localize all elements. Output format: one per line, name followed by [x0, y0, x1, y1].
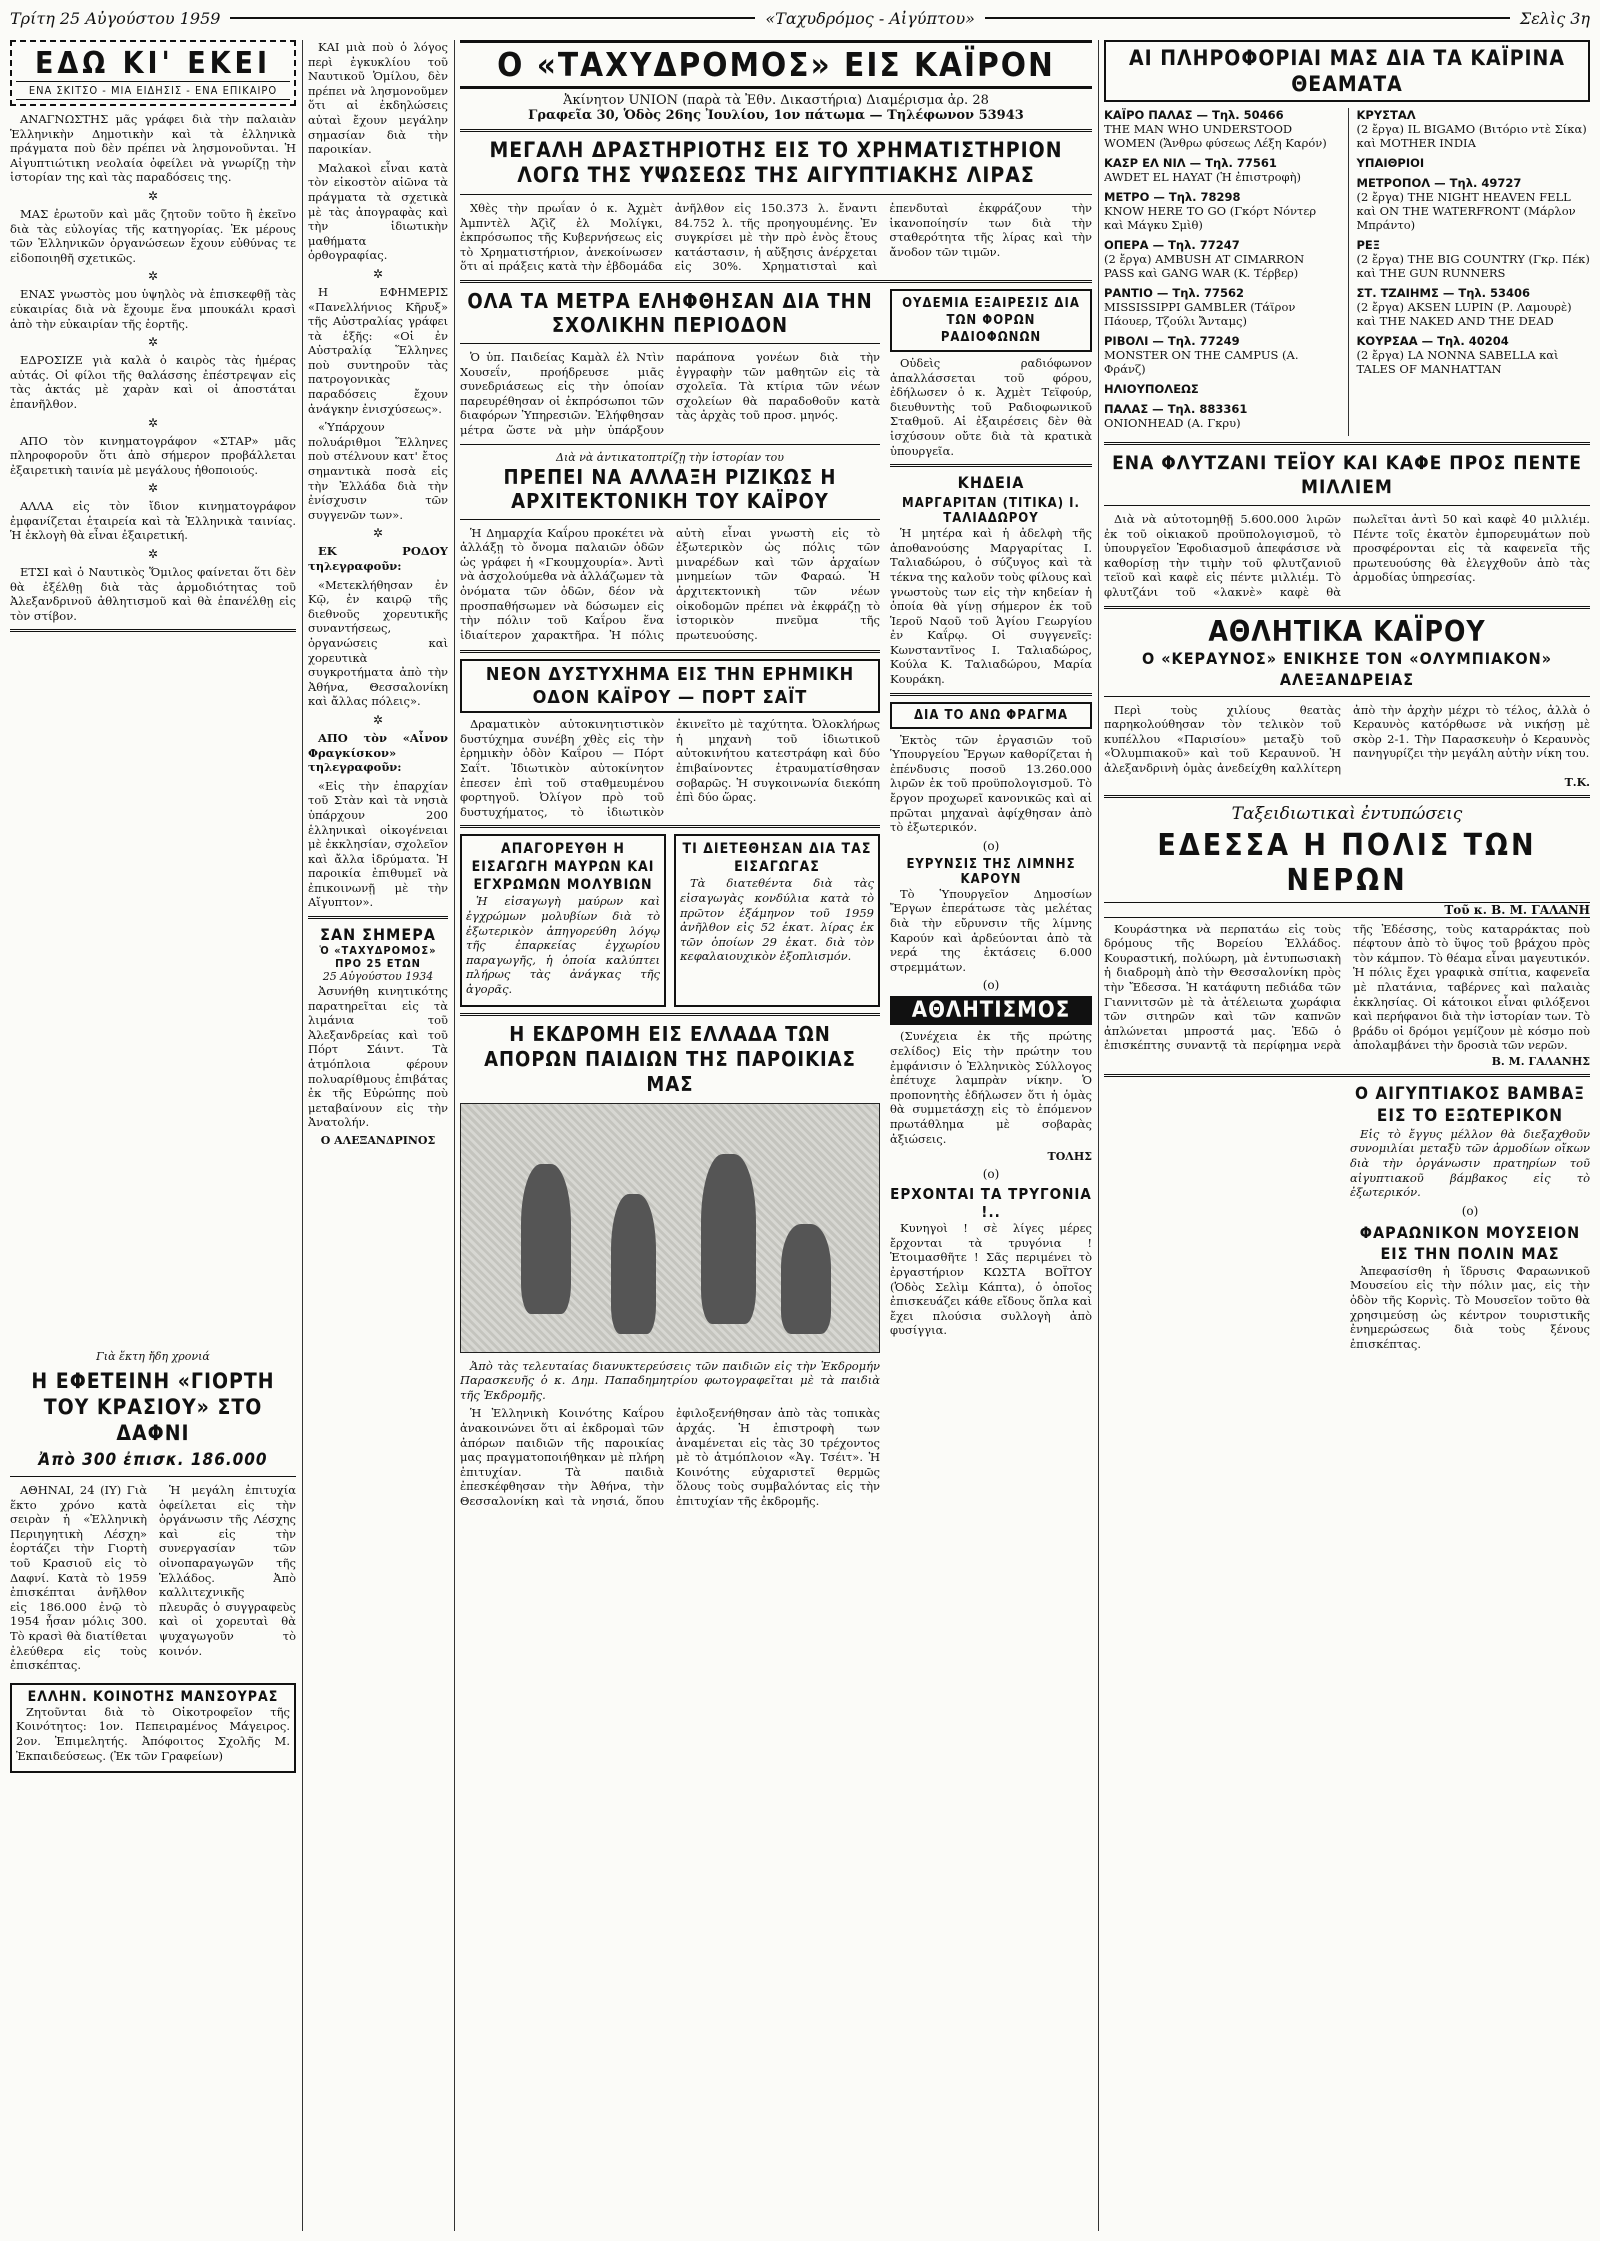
section-title: ΕΔΩ ΚΙ' ΕΚΕΙ: [34, 46, 272, 81]
article-text: Ἐκτὸς τῶν ἐργασιῶν τοῦ Ὑπουργείου Ἔργων καθορίζεται ἡ ἐπένδυσις ποσοῦ 13.260.000 λιρῶν ἐκ τοῦ προϋπολογισμοῦ. Τὸ ἔργον προχωρεῖ κανονικῶς καὶ αἱ πρῶται μηχαναὶ ἀφίχθησαν ἀπὸ τὸ ἐξωτερικόν.: [890, 732, 1092, 835]
article-headline: Η ΕΦΕΤΕΙΝΗ «ΓΙΟΡΤΗ ΤΟΥ ΚΡΑΣΙΟΥ» ΣΤΟ ΔΑΦΝΙ: [31, 1369, 275, 1445]
article-headline: ΕΔΕΣΣΑ Η ΠΟΛΙΣ ΤΩΝ ΝΕΡΩΝ: [1157, 827, 1537, 898]
rule: [1104, 696, 1590, 697]
article-headline: ΟΥΔΕΜΙΑ ΕΞΑΙΡΕΣΙΣ ΔΙΑ ΤΩΝ ΦΟΡΩΝ ΡΑΔΙΟΦΩΝΩΝ: [890, 289, 1092, 352]
section-title: ΑΙ ΠΛΗΡΟΦΟΡΙΑΙ ΜΑΣ ΔΙΑ ΤΑ ΚΑΪΡΙΝΑ ΘΕΑΜΑΤΑ: [1104, 40, 1590, 102]
article-headline: ΦΑΡΑΩΝΙΚΟΝ ΜΟΥΣΕΙΟΝ ΕΙΣ ΤΗΝ ΠΟΛΙΝ ΜΑΣ: [1359, 1222, 1581, 1263]
rule: [460, 650, 880, 653]
byline: Β. Μ. ΓΑΛΑΝΗΣ: [1491, 1054, 1590, 1068]
divider-star: ✲: [147, 415, 159, 430]
cinema-film: ONIONHEAD (Α. Γκρυ): [1104, 416, 1241, 430]
brief-paragraph: ΚΑΙ μιὰ ποὺ ὁ λόγος περὶ ἐγκυκλίου τοῦ Ναυτικοῦ Ὁμίλου, δὲν πρέπει νὰ λησμονοῦμεν ὅτι αἱ ἐκδηλώσεις αὐταὶ ἔχουν μεγάλην σημασίαν διὰ τὴν παροικίαν.: [308, 40, 448, 157]
article-text: Τὰ διατεθέντα διὰ τὰς εἰσαγωγὰς κονδύλια κατὰ τὸ πρῶτον ἑξάμηνον τοῦ 1959 ἀνῆλθον εἰς 52 ἑκατ. λίρας ἐκ τῶν ὁποίων 29 ἑκατ. διὰ τὸν κεφαλαιουχικὸν ἐξοπλισμόν.: [680, 876, 874, 964]
photo-children: [460, 1103, 880, 1353]
article-text: Δραματικὸν αὐτοκινητιστικὸν δυστύχημα συνέβη χθὲς εἰς τὴν ἐρημικὴν ὁδὸν Καΐρου — Πόρτ Σαΐτ. Ἰδιωτικὸν αὐτοκίνητον ἐπεσεν ἐπὶ τοῦ σταθμευμένου φορτηγοῦ. Ὀλίγον πρὸ τοῦ δυστυχήματος, τὸ ἰδιωτικὸν ἐκινεῖτο μὲ ταχύτητα. Ὀλοκλήρως ἡ μηχανὴ τοῦ ἰδιωτικοῦ αὐτοκινήτου κατεστράφη καὶ δύο ἐπιβαίνοντες ἐτραυματίσθησαν σοβαρῶς. Ἡ συγκοινωνία διεκόπη ἐπὶ δύο ὥρας.: [460, 717, 880, 819]
divider: (ο): [982, 1167, 1000, 1182]
article-headline: ΤΙ ΔΙΕΤΕΘΗΣΑΝ ΔΙΑ ΤΑΣ ΕΙΣΑΓΩΓΑΣ: [682, 841, 872, 876]
article-text: Οὐδεὶς ραδιόφωνον ἀπαλλάσσεται τοῦ φόρου, ἐδήλωσεν ὁ κ. Ἀχμὲτ Τεϊφούρ, διευθυντὴς τοῦ Ραδιοφωνικοῦ Σταθμοῦ. Αἱ ἐξαιρέσεις δὲν θὰ ἰσχύσουν οὔτε διὰ τὰ κρατικὰ ὑπουργεῖα.: [890, 355, 1092, 458]
divider-star: ✲: [372, 712, 384, 727]
rule: [10, 1476, 296, 1477]
brief-title: ΑΠΟ τὸν «Αἶνον Φραγκίσκον» τηλεγραφοῦν:: [308, 730, 448, 775]
cinema-name: ΥΠΑΙΘΡΙΟΙ: [1356, 156, 1425, 170]
cinema-film: MONSTER ON THE CAMPUS (Α. Φράνζ): [1104, 348, 1299, 376]
article-wine-festival: [10, 1350, 296, 1773]
article-headline: Ο «ΚΕΡΑΥΝΟΣ» ΕΝΙΚΗΣΕ ΤΟΝ «ΟΛΥΜΠΙΑΚΟΝ» ΑΛΕΞΑΝΔΡΕΙΑΣ: [1142, 648, 1552, 689]
article-text: Ὁ ὑπ. Παιδείας Καμὰλ ἐλ Ντὶν Χουσεΐν, προήδρευσε μιᾶς συνεδριάσεως εἰς τὴν ὁποίαν παρευρέθησαν οἱ ἐκπρόσωποι τῶν διαφόρων Ὑπηρεσιῶν. Ἐλήφθησαν μέτρα ὥστε νὰ μὴν ὑπάρξουν παράπονα γονέων διὰ τὴν ἐγγραφὴν τῶν μαθητῶν εἰς τὰ σχολεῖα. Τὰ κτίρια τῶν νέων σχολείων θὰ παραδοθοῦν κατὰ τὰς ἀρχὰς τοῦ προσ. μηνός.: [460, 349, 880, 437]
address-line: Γραφεῖα 30, Ὁδὸς 26ης Ἰουλίου, 1ον πάτωμα — Τηλέφωνον 53943: [528, 108, 1024, 123]
article-text: Χθὲς τὴν πρωΐαν ὁ κ. Ἀχμὲτ Ἀμπντὲλ Ἀζὶζ ἐλ Μολίγκι, ἐκπρόσωπος τῆς Κυβερνήσεως εἰς τὸ Χρηματιστήριον, ἀνεκοίνωσεν ὅτι αἱ πράξεις κατὰ τὴν ἑβδομάδα ἀνῆλθον εἰς 150.373 λ. ἔναντι 84.752 λ. τῆς προηγουμένης. Ἐν συγκρίσει μὲ τὴν πρὸ ἑνὸς ἔτους κατάστασιν, ἡ αὔξησις ἀνέρχεται εἰς 30%. Χρηματισταὶ καὶ ἐπενδυταὶ ἐκφράζουν τὴν ἱκανοποίησίν των διὰ τὴν σταθερότητα τῆς λίρας καὶ τὴν ἄνοδον τῶν τιμῶν.: [460, 201, 1092, 274]
brief-paragraph: Η ΕΦΗΜΕΡΙΣ «Πανελλήνιος Κῆρυξ» τῆς Αὐστραλίας γράφει τὰ ἑξῆς: «Οἱ ἐν Αὐστραλίᾳ Ἕλληνες ποὺ συντηροῦν τὰς πατρογονικὰς παραδόσεις ἔχουν ἀνάγκην ἐνισχύσεως».: [308, 284, 448, 416]
brief-paragraph: Μαλακοὶ εἶναι κατὰ τὸν εἰκοστὸν αἰῶνα τὰ πράγματα τὰ σχετικὰ μὲ τὰς ἀπογραφὰς καὶ τὴν ἰδιωτικὴν μαθήματα ὀρθογραφίας.: [308, 160, 448, 263]
brief-paragraph: ΕΝΑΣ γνωστὸς μου ὑψηλὸς νὰ ἐπισκεφθῇ τὰς εὐκαιρίας διὰ νὰ ἔχουμε ἕνα μπουκάλι κρασὶ ἀπὸ τὴν εὐκαιρίαν τῆς ἑορτῆς.: [10, 287, 296, 331]
cinema-listing: [1104, 382, 1338, 396]
cinema-listing: [1357, 108, 1591, 150]
cinema-list-left: [1104, 108, 1338, 436]
cinema-film: (2 ἔργα) IL BIGAMO (Βιτόριο ντὲ Σίκα) καὶ MOTHER INDIA: [1356, 122, 1587, 150]
brief-paragraph: ΑΠΟ τὸν κινηματογράφον «ΣΤΑΡ» μᾶς πληροφοροῦν ὅτι ἀπὸ σήμερον προβάλλεται ἐξαιρετικὴ ταινία μὲ μεγάλους ἠθοποιούς.: [10, 433, 296, 477]
address-line: Ἀκίνητον UNION (παρὰ τὰ Ἐθν. Δικαστήρια) Διαμέρισμα ἀρ. 28: [563, 93, 989, 108]
center-block: [460, 40, 1092, 2230]
column-divider: [1098, 40, 1099, 2231]
cinema-name: ΣΤ. ΤΖΑΙΗΜΣ — Τηλ. 53406: [1356, 286, 1531, 300]
cinema-film: (2 ἔργα) THE BIG COUNTRY (Γκρ. Πέκ) καὶ THE GUN RUNNERS: [1356, 252, 1590, 280]
divider-star: ✲: [372, 266, 384, 281]
issue-date: Τρίτη 25 Αὐγούστου 1959: [10, 8, 221, 28]
rule: [890, 464, 1092, 467]
masthead: Ο «ΤΑΧΥΔΡΟΜΟΣ» ΕΙΣ ΚΑΪΡΟΝ: [460, 40, 1092, 89]
cinema-listings: [1104, 108, 1590, 436]
divider: (ο): [982, 978, 1000, 993]
article-bourse: [460, 138, 1092, 274]
article-text: Ἡ Ἑλληνικὴ Κοινότης Καΐρου ἀνακοινώνει ὅτι αἱ ἐκδρομαὶ τῶν ἀπόρων παιδιῶν τῆς παροικίας μας πραγματοποιήθηκαν μὲ πλήρη ἐπιτυχίαν. Τὰ παιδιὰ ἐπεσκέφθησαν τὴν Ἀθήνα, τὴν Θεσσαλονίκη καὶ τὰ νησιά, ὅπου ἐφιλοξενήθησαν ἀπὸ τὰς τοπικὰς ἀρχάς. Ἡ ἐπιστροφὴ των ἀναμένεται εἰς τὰς 30 τρέχοντος μὲ τὸ ἀτμόπλοιον «Ἀγ. Τσέιτ». Ἡ Κοινότης εὐχαριστεῖ θερμῶς ὅλους τοὺς συμβαλόντας εἰς τὴν ἐπιτυχίαν τῆς ἐκδρομῆς.: [460, 1406, 880, 1508]
cinema-film: MISSISSIPPI GAMBLER (Τάϊρον Πάουερ, Τζούλι Ἄνταμς): [1104, 300, 1296, 328]
brief-paragraph: «Ὑπάρχουν πολυάριθμοι Ἕλληνες ποὺ στέλνουν κατ' ἔτος σημαντικὰ ποσὰ εἰς τὴν Ἑλλάδα διὰ τὴν ἐνίσχυσιν τῶν συγγενῶν των».: [308, 420, 448, 522]
byline: Ο ΑΛΕΞΑΝΔΡΙΝΟΣ: [320, 1134, 436, 1147]
cinema-name: ΟΠΕΡΑ — Τηλ. 77247: [1104, 238, 1240, 252]
cinema-film: THE MAN WHO UNDERSTOOD WOMEN (Ἄνθρω φύσεως Λέξη Καρόν): [1104, 122, 1327, 150]
page-header: [10, 6, 1590, 30]
cinema-name: ΗΛΙΟΥΠΟΛΕΩΣ: [1104, 382, 1199, 396]
cinema-name: ΚΟΥΡΣΑΑ — Τηλ. 40204: [1356, 334, 1509, 348]
paper-name: «Ταχυδρόμος - Αἰγύπτου»: [765, 8, 975, 28]
article-subhead: Ἀπὸ 300 ἐπισκ. 186.000: [38, 1450, 268, 1470]
rule: [460, 825, 880, 828]
right-block: [1104, 40, 1590, 2230]
row-pencils-imports: [460, 834, 880, 1006]
rule: [1104, 442, 1590, 445]
section-text: Ἀσυνήθη κινητικότης παρατηρεῖται εἰς τὰ λιμάνια τοῦ Ἀλεξανδρείας καὶ τοῦ Πόρτ Σάιντ. Τὰ ἀτμόπλοια φέρουν πολυαρίθμους ἐπιβάτας ἐκ τῆς Εὐρώπης ποὺ μεταβαίνουν εἰς τὴν Ἀνατολήν.: [308, 984, 448, 1130]
rule: [10, 629, 296, 632]
article-trip: [460, 1022, 880, 1511]
rule: [460, 444, 880, 445]
column-second: [308, 40, 448, 1340]
cinema-listing: [1104, 238, 1338, 280]
rule: [460, 194, 1092, 195]
section-date: 25 Αὐγούστου 1934: [322, 970, 434, 984]
cinema-film: KNOW HERE TO GO (Γκόρτ Νόντερ καὶ Μάγκυ Σμὶθ): [1104, 204, 1317, 232]
cinema-name: ΡΑΝΤΙΟ — Τηλ. 77562: [1104, 286, 1245, 300]
cinema-name: ΚΡΥΣΤΑΛ: [1356, 108, 1416, 122]
cinema-name: ΡΕΞ: [1356, 238, 1381, 252]
cinema-film: (2 ἔργα) THE NIGHT HEAVEN FELL καὶ ON THE WATERFRONT (Μάρλον Μπράντο): [1356, 190, 1576, 232]
article-headline: ΑΠΑΓΟΡΕΥΘΗ Η ΕΙΣΑΓΩΓΗ ΜΑΥΡΩΝ ΚΑΙ ΕΓΧΡΩΜΩΝ ΜΟΛΥΒΙΩΝ: [471, 841, 655, 894]
article-kicker: Ταξειδιωτικαὶ ἐντυπώσεις: [1231, 803, 1463, 824]
column-divider: [302, 40, 303, 2231]
article-edessa: [1104, 804, 1590, 1068]
divider: (ο): [1461, 1203, 1479, 1218]
article-paragraph: Ἡ μεγάλη ἐπιτυχία ὀφείλεται εἰς τὴν ὀργάνωσιν τῆς Λέσχης καὶ εἰς τὴν συνεργασίαν τῶν οἰνοπαραγωγῶν τῆς Ἑλλάδος. Ἀπὸ καλλιτεχνικῆς πλευρᾶς ὁ συγγραφεὺς καὶ οἱ χορευταὶ θὰ ψυχαγωγοῦν τὸ κοινόν.: [159, 1483, 296, 1658]
divider-star: ✲: [147, 188, 159, 203]
brief-paragraph: ΕΔΡΟΣΙΖΕ γιὰ καλὰ ὁ καιρὸς τὰς ἡμέρας αὐτάς. Οἱ φίλοι τῆς θαλάσσης ἐπέστρεψαν εἰς τὰς ἀκτάς μὲ χαρὰν καὶ οἱ ἀποστάται ἐπανῆλθον.: [10, 353, 296, 411]
article-text: Ἡ μητέρα καὶ ἡ ἀδελφὴ τῆς ἀποθανούσης Μαργαρίτας Ι. Ταλιαδώρου, ὁ σύζυγος καὶ τὰ τέκνα της καλοῦν τοὺς φίλους καὶ γνωστοὺς των εἰς τὴν κηδείαν ἡ ὁποία θὰ γίνῃ σήμερον ἐκ τοῦ Ἱεροῦ Ναοῦ τοῦ Ἁγίου Γεωργίου ἐν Καΐρῳ. Οἱ συγγενεῖς: Κωνσταντῖνος Ι. Ταλιαδώρος, Κούλα Κ. Ταλιαδώρου, Μαρία Κουράκη.: [890, 526, 1092, 687]
side-column: [890, 289, 1092, 1511]
divider-star: ✲: [372, 526, 384, 541]
brief-paragraph: ΕΤΣΙ καὶ ὁ Ναυτικὸς Ὅμιλος φαίνεται ὅτι δὲν θὰ ἐξέλθῃ διὰ τὰς ἀρμοδιότητας τοῦ Ἀλεξανδρινοῦ ἀθλητισμοῦ καὶ θὰ ἐπανέλθῃ εἰς τὸν στίβον.: [10, 565, 296, 623]
cinema-listing: [1104, 108, 1338, 150]
cinema-name: ΜΕΤΡΟΠΟΛ — Τηλ. 49727: [1356, 176, 1522, 190]
article-text: Ἀπεφασίσθη ἡ ἵδρυσις Φαραωνικοῦ Μουσείου εἰς τὴν πόλιν μας, εἰς τὴν ὁδὸν τῆς Κορνὶς. Τὸ Μουσεῖον τοῦτο θὰ χρησιμεύσῃ ὡς κέντρον τουριστικῆς ἐνημερώσεως διὰ τοὺς ξένους ἐπισκέπτας.: [1350, 1263, 1590, 1351]
notice-box: [10, 1683, 296, 1773]
cinema-name: ΡΙΒΟΛΙ — Τηλ. 77249: [1104, 334, 1240, 348]
rule: [460, 519, 880, 520]
byline: ΤΟΛΗΣ: [1047, 1150, 1092, 1164]
rule: [460, 1013, 880, 1016]
divider-star: ✲: [147, 269, 159, 284]
article-headline: ΝΕΟΝ ΔΥΣΤΥΧΗΜΑ ΕΙΣ ΤΗΝ ΕΡΗΜΙΚΗ ΟΔΟΝ ΚΑΪΡΟΥ — ΠΟΡΤ ΣΑΪΤ: [460, 659, 880, 713]
section-subtitle: ΕΝΑ ΣΚΙΤΣΟ - ΜΙΑ ΕΙΔΗΣΙΣ - ΕΝΑ ΕΠΙΚΑΙΡΟ: [16, 81, 290, 100]
article-headline: ΕΝΑ ΦΛΥΤΖΑΝΙ ΤΕΪΟΥ ΚΑΙ ΚΑΦΕ ΠΡΟΣ ΠΕΝΤΕ ΜΙΛΛΙΕΜ: [1112, 452, 1582, 498]
article-headline: ΠΡΕΠΕΙ ΝΑ ΑΛΛΑΞΗ ΡΙΖΙΚΩΣ Η ΑΡΧΙΤΕΚΤΟΝΙΚΗ ΤΟΥ ΚΑΪΡΟΥ: [503, 464, 837, 513]
brief-paragraph: ΑΛΛΑ εἰς τὸν ἴδιον κινηματογράφον ἐμφανίζεται ἑταιρεία καὶ τὰ Ἑλληνικὰ ταινίας. Ἡ ἐκλογὴ θὰ εἶναι ἐξαιρετική.: [10, 499, 296, 543]
article-text: Κυνηγοὶ ! σὲ λίγες μέρες ἔρχονται τὰ τρυγόνια ! Ἑτοιμασθῆτε ! Σᾶς περιμένει τὸ ἐργαστήριον ΚΩΣΤΑ ΒΟΪΤΟΥ (Ὁδὸς Σελὶμ Κάπτα), ὁ ὁποῖος ἐπισκευάζει κάθε εἴδους ὅπλα καὶ ἔχει πλούσια συλλογὴ ἀπὸ φυσίγγια.: [890, 1221, 1092, 1338]
article-kicker: Διὰ νὰ ἀντικατοπτρίζῃ τὴν ἱστορίαν του: [556, 450, 784, 464]
article-text: (Συνέχεια ἐκ τῆς πρώτης σελίδος) Εἰς τὴν πρώτην του ἐμφάνισιν ὁ Ἑλληνικὸς Σύλλογος ἐπέτυχε λαμπρὰν νίκην. Ὁ προπονητὴς ἐδήλωσεν ὅτι ἡ ὁμὰς θὰ συμμετάσχῃ εἰς τὸ ἐπόμενον πρωτάθλημα μὲ σοβαρὰς ἀξιώσεις.: [890, 1029, 1092, 1146]
cinema-listing: [1104, 334, 1338, 376]
cinema-listing: [1104, 156, 1338, 184]
article-headline: Ο ΑΙΓΥΠΤΙΑΚΟΣ ΒΑΜΒΑΞ ΕΙΣ ΤΟ ΕΞΩΤΕΡΙΚΟΝ: [1355, 1083, 1585, 1126]
cinema-film: (2 ἔργα) AKSEN LUPIN (Ρ. Λαμουρὲ) καὶ THE NAKED AND THE DEAD: [1356, 300, 1572, 328]
cinema-listing: [1104, 190, 1338, 232]
rule: [1104, 606, 1590, 609]
article-text: Διὰ νὰ αὐτοτομηθῇ 5.600.000 λιρῶν ἐκ τοῦ οἰκιακοῦ προϋπολογισμοῦ, τὸ ὑπουργεῖον Ἐφοδιασμοῦ ἀπεφάσισε νὰ καθορίσῃ τὴν τιμὴν τοῦ φλυτζανιοῦ τεϊοῦ καὶ καφὲ εἰς πέντε μιλλιέμ. Τὸ φλυτζάνι τοῦ «λακνὲ» καφὲ θὰ πωλεῖται ἀντὶ 50 καὶ καφὲ 40 μιλλιέμ. Πέντε τοῖς ἑκατὸν ἐμπορευμάτων ποὺ προσφέρονται εἰς τὰ καφενεῖα τῆς πρωτευούσης θὰ ἐλεγχθοῦν ἀπὸ τὰς ἀρμοδίας ὑπηρεσίας.: [1104, 512, 1590, 599]
rule: [1104, 1074, 1590, 1077]
notice-text: Ζητοῦνται διὰ τὸ Οἰκοτροφεῖον τῆς Κοινότητος: 1ον. Πεπειραμένος Μάγειρος. 2ον. Ἐπιμελητής. Ἀπόφοιτος Σχολῆς Μ. Ἐκπαιδεύσεως. (Ἐκ τῶν Γραφείων): [16, 1704, 290, 1763]
article-kicker: Γιὰ ἕκτη ἤδη χρονιά: [96, 1350, 210, 1363]
rule: [460, 129, 1092, 132]
byline: Τ.Κ.: [1564, 775, 1590, 789]
cinema-name: ΚΑΣΡ ΕΛ ΝΙΛ — Τηλ. 77561: [1104, 156, 1277, 170]
page-number: Σελὶς 3η: [1519, 8, 1590, 28]
article-text: Περὶ τοὺς χιλίους θεατὰς παρηκολούθησαν τὸν τελικὸν τοῦ κυπέλλου «Παρισίου» μεταξὺ τοῦ «Ὀλυμπιακοῦ» καὶ τοῦ Κεραυνοῦ. Ἡ ἀλεξανδρινὴ ὁμὰς ἀνεδείχθη καλλίτερη ἀπὸ τὴν ἀρχὴν μέχρι τὸ τέλος, ἀλλὰ ὁ Κεραυνὸς κατόρθωσε νὰ νικήσῃ μὲ σκὸρ 2-1. Τὴν Παρασκευὴν ὁ Κεραυνὸς πανηγυρίζει τὴν μεγάλη αὐτὴν νίκη του.: [1104, 702, 1590, 775]
brief-paragraph: ΜΑΣ ἐρωτοῦν καὶ μᾶς ζητοῦν τοῦτο ἢ ἐκεῖνο διὰ τὰς εὐλογίας τῆς κατηγορίας. Ἐκ μέρους τῶν Ἑλληνικῶν ὀργανώσεων ἔχουν εὐθύνας τε εἰδοποιηθῆ σχετικῶς.: [10, 206, 296, 265]
section-subtitle: Ὁ «ΤΑΧΥΔΡΟΜΟΣ» ΠΡΟ 25 ΕΤΩΝ: [319, 944, 437, 971]
divider-star: ✲: [147, 481, 159, 496]
article-headline: Η ΕΚΔΡΟΜΗ ΕΙΣ ΕΛΛΑΔΑ ΤΩΝ ΑΠΟΡΩΝ ΠΑΙΔΙΩΝ ΤΗΣ ΠΑΡΟΙΚΙΑΣ ΜΑΣ: [484, 1021, 856, 1096]
article-sports: [1104, 615, 1590, 789]
article-cotton: [1350, 1083, 1590, 1352]
cinema-film: (2 ἔργα) AMBUSH AT CIMARRON PASS καὶ GANG WAR (Κ. Τέρβερ): [1104, 252, 1305, 280]
row-school-radio: [460, 289, 1092, 1511]
article-headline: ΕΥΡΥΝΣΙΣ ΤΗΣ ΛΙΜΝΗΣ ΚΑΡΟΥΝ: [906, 856, 1076, 887]
article-author: Τοῦ κ. Β. Μ. ΓΑΛΑΝΗ: [1104, 902, 1590, 918]
brief-paragraph: «Εἰς τὴν ἐπαρχίαν τοῦ Στὰν καὶ τὰ νησιὰ ὑπάρχουν 200 ἑλληνικαὶ οἰκογένειαι μὲ ἐκκλησίαν, σχολεῖον καὶ ἄλλα ἱδρύματα. Ἡ παροικία ἐπιθυμεῖ νὰ ἐπικοινωνῇ μὲ τὴν Αἴγυπτον».: [308, 778, 448, 910]
cinema-film: AWDET EL HAYAT (Ἡ ἐπιστροφὴ): [1104, 170, 1301, 184]
divider: (ο): [982, 838, 1000, 853]
brief-paragraph: «Μετεκλήθησαν ἐν Κῷ, ἐν καιρῷ τῆς διεθνοῦς χορευτικῆς συναντήσεως, ὀργανώσεις καὶ χορευτικὰ συγκροτήματα ἀπὸ τὴν Ἀθήνα, Θεσσαλονίκη καὶ ἄλλας πόλεις».: [308, 577, 448, 709]
section-edo-ki-ekei: [10, 40, 296, 106]
column-left: [10, 40, 296, 2230]
brief-paragraph: ΑΝΑΓΝΩΣΤΗΣ μᾶς γράφει διὰ τὴν παλαιὰν Ἑλληνικὴν Δημοτικὴν καὶ τὰ ἑλληνικὰ πράγματα ποὺ δὲν πρέπει νὰ λησμονοῦνται. Ἡ Αἰγυπτιώτικη νεολαία ὀφείλει νὰ γνωρίζῃ τὴν ἱστορίαν της καὶ τὰς παραδόσεις της.: [10, 112, 296, 185]
section-title: ΚΗΔΕΙΑ: [957, 473, 1025, 493]
divider-star: ✲: [147, 335, 159, 350]
article-text: Τὸ Ὑπουργεῖον Δημοσίων Ἔργων ἐπεράτωσε τὰς μελέτας διὰ τὴν εὔρυνσιν τῆς λίμνης Καρούν καὶ ἀρδεύονται ἀπὸ τὰ νερά της ἐκτάσεις 6.000 στρεμμάτων.: [890, 886, 1092, 974]
article-text: Κουράστηκα νὰ περπατάω εἰς τοὺς δρόμους τῆς Βορείου Ἑλλάδος. Κουραστική, πολύωρη, μὰ ἐντυπωσιακὴ ἡ διαδρομὴ ἀπὸ τὴν Θεσσαλονίκη πρὸς τὴν Ἔδεσσα. Ἡ κατάφυτη πεδιάδα τῶν Γιαννιτσῶν μὲ τὰ ἀτέλειωτα χωράφια τῶν σιτηρῶν καὶ τῶν καπνῶν ἀπλώνεται μπροστά μας. Ἐδῶ ὁ ἐπισκέπτης συναντᾷ τὰ περίφημα νερὰ τῆς Ἐδέσσης, τοὺς καταρράκτας ποὺ πέφτουν ἀπὸ τὸ ὕψος τοῦ βράχου πρὸς τὸν κάμπον. Τὸ θέαμα εἶναι μαγευτικόν. Ἡ πόλις ἔχει γραφικὰ σπίτια, καφενεῖα μὲ πλατάνια, ταβέρνες καὶ παλαιὰς ἐκκλησίας. Οἱ κάτοικοι εἶναι φιλόξενοι καὶ περήφανοι διὰ τὴν ἱστορίαν των. Τὸ βράδυ οἱ δρόμοι γεμίζουν μὲ κόσμο ποὺ ἀπολαμβάνει τὴν δροσιὰ τῶν νερῶν.: [1104, 921, 1590, 1053]
rule: [460, 280, 1092, 283]
article-headline: ΟΛΑ ΤΑ ΜΕΤΡΑ ΕΛΗΦΘΗΣΑΝ ΔΙΑ ΤΗΝ ΣΧΟΛΙΚΗΝ ΠΕΡΙΟΔΟΝ: [467, 288, 873, 337]
article-tea: [1104, 451, 1590, 600]
cinema-name: ΜΕΤΡΟ — Τηλ. 78298: [1104, 190, 1241, 204]
section-this-day: [308, 925, 448, 1148]
divider-star: ✲: [147, 547, 159, 562]
cinema-film: (2 ἔργα) LA NONNA SABELLA καὶ TALES OF MANHATTAN: [1356, 348, 1559, 376]
photo-caption: Ἀπὸ τὰς τελευταίας διανυκτερεύσεις τῶν παιδιῶν εἰς τὴν Ἑκδρομήν Παρασκευῆς ὁ κ. Δημ. Παπαδημητρίου φωτογραφεῖται μὲ τὰ παιδιὰ τῆς Ἐκδρομῆς.: [460, 1358, 880, 1402]
article-school: [460, 289, 880, 1511]
cinema-listing: [1357, 334, 1591, 376]
cinema-listing: [1357, 238, 1591, 280]
cinema-listing: [1104, 402, 1338, 430]
cinema-listing: [1357, 156, 1591, 170]
cinema-list-right: [1348, 108, 1591, 436]
cinema-listing: [1104, 286, 1338, 328]
rule: [460, 343, 880, 344]
article-text: Ἡ Δημαρχία Καΐρου προκέτει νὰ ἀλλάξῃ τὸ ὄνομα παλαιῶν ὁδῶν ὡς γράφει ἡ «Γκουμχουρία». Ἀντὶ νὰ ἀσχολούμεθα νὰ ἀλλάζωμεν τὰ ὀνόματα τῶν ὁδῶν, δέον νὰ προσπαθήσωμεν νὰ δώσωμεν εἰς τὴν πόλιν τοῦ Καΐρου ἕνα ἰδιαίτερον χαρακτῆρα. Ἡ πόλις αὐτὴ εἶναι γνωστὴ εἰς τὸ ἐξωτερικὸν ὡς πόλις τῶν μιναρέδων καὶ τῶν ἀρχαίων μνημείων τῶν Φαραώ. Ἡ ἀρχιτεκτονικὴ τῶν νέων οἰκοδομῶν πρέπει νὰ ἐκφράζῃ τὸ ἱστορικὸν πνεῦμα τῆς πρωτευούσης.: [460, 525, 880, 642]
article-text: Ἡ εἰσαγωγὴ μαύρων καὶ ἐγχρώμων μολυβίων διὰ τὸ ἐξωτερικὸν ἀπηγορεύθη λόγῳ τῆς ἐπαρκείας ἐγχωρίου παραγωγῆς, ἡ ὁποία καλύπτει πλήρως τὰς ἀνάγκας τῆς ἀγορᾶς.: [466, 894, 660, 996]
rule: [308, 916, 448, 919]
rule: [890, 693, 1092, 696]
notice-title: ΕΛΛΗΝ. ΚΟΙΝΟΤΗΣ ΜΑΝΣΟΥΡΑΣ: [27, 1688, 279, 1705]
column-divider: [454, 40, 455, 2231]
article-headline: ΑΘΛΗΤΙΣΜΟΣ: [890, 996, 1092, 1025]
article-headline: ΔΙΑ ΤΟ ΑΝΩ ΦΡΑΓΜΑ: [890, 702, 1092, 729]
article-paragraph: ΑΘΗΝΑΙ, 24 (ΙΥ) Γιὰ ἕκτο χρόνο κατὰ σειρὰν ἡ «Ἑλληνικὴ Περιηγητικὴ Λέσχη» ἑορτάζει τὴν Γιορτὴ τοῦ Κρασιοῦ εἰς τὸ Δαφνί. Κατὰ τὸ 1959 ἐπισκέπται ἀνῆλθον εἰς 186.000 ἐνῷ τὸ 1954 ἦσαν μόλις 300. Τὸ κρασὶ θὰ διατίθεται ἐλεύθερα εἰς τοὺς ἐπισκέπτας.: [10, 1483, 147, 1673]
article-text: Εἰς τὸ ἔγγυς μέλλον θὰ διεξαχθοῦν συνομιλίαι μεταξὺ τῶν ἁρμοδίων οἴκων διὰ τὴν ὀργάνωσιν πρατηρίων τοῦ αἰγυπτιακοῦ βάμβακος εἰς τὸ ἐξωτερικόν.: [1350, 1126, 1590, 1200]
section-title: ΣΑΝ ΣΗΜΕΡΑ: [320, 925, 436, 945]
brief-title: ΕΚ ΡΟΔΟΥ τηλεγραφοῦν:: [308, 544, 448, 573]
cinema-listing: [1357, 176, 1591, 232]
article-headline: ΕΡΧΟΝΤΑΙ ΤΑ ΤΡΥΓΟΝΙΑ !..: [890, 1185, 1092, 1222]
article-imports: [674, 834, 880, 1006]
rule: [1104, 505, 1590, 506]
deceased-name: ΜΑΡΓΑΡΙΤΑΝ (ΤΙΤΙΚΑ) Ι. ΤΑΛΙΑΔΩΡΟΥ: [902, 496, 1080, 527]
cinema-listing: [1357, 286, 1591, 328]
article-headline: ΜΕΓΑΛΗ ΔΡΑΣΤΗΡΙΟΤΗΣ ΕΙΣ ΤΟ ΧΡΗΜΑΤΙΣΤΗΡΙΟΝ ΛΟΓΩ ΤΗΣ ΥΨΩΣΕΩΣ ΤΗΣ ΑΙΓΥΠΤΙΑΚΗΣ ΛΙΡΑΣ: [489, 138, 1063, 187]
briefs: [10, 112, 296, 623]
article-pencils: [460, 834, 666, 1006]
rule: [1104, 795, 1590, 798]
cinema-name: ΠΑΛΑΣ — Τηλ. 883361: [1104, 402, 1248, 416]
cinema-name: ΚΑΪΡΟ ΠΑΛΑΣ — Τηλ. 50466: [1104, 108, 1284, 122]
section-title: ΑΘΛΗΤΙΚΑ ΚΑΪΡΟΥ: [1208, 614, 1486, 648]
